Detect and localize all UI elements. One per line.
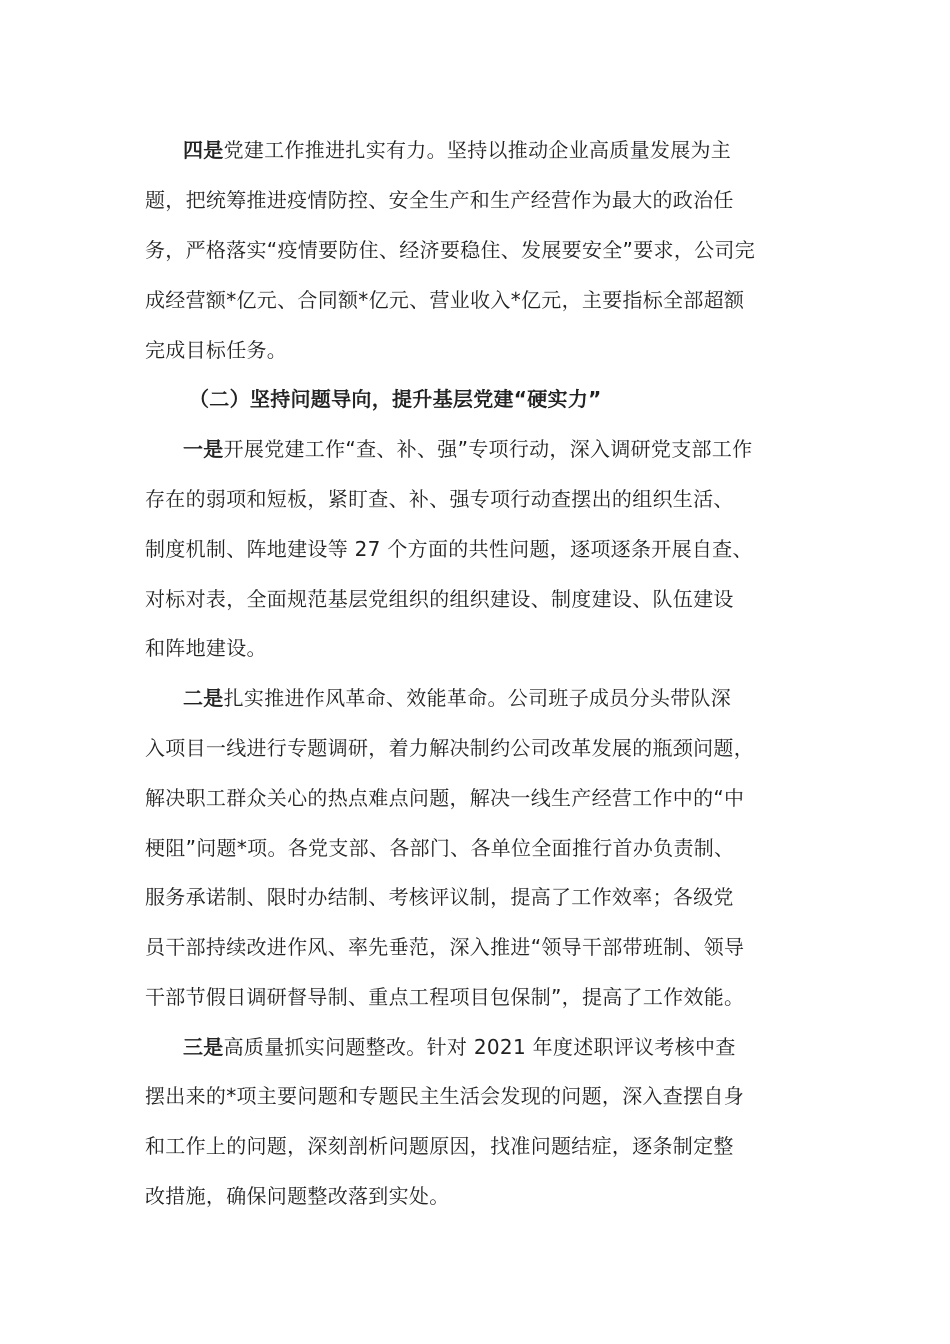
paragraph-line <box>183 435 752 463</box>
paragraph-line: 解决职工群众关心的热点难点问题，解决一线生产经营工作中的“中 <box>145 786 745 810</box>
paragraph-line: 和工作上的问题，深刻剖析问题原因，找准问题结症，逐条制定整 <box>145 1134 734 1158</box>
paragraph-text: 高质量抓实问题整改。针对 2021 年度述职评议考核中查 <box>223 1035 736 1059</box>
paragraph-lead: 一是 <box>183 437 224 461</box>
paragraph-text: 扎实推进作风革命、效能革命。公司班子成员分头带队深 <box>223 686 732 710</box>
paragraph-line: 入项目一线进行专题调研，着力解决制约公司改革发展的瓶颈问题， <box>145 736 754 760</box>
paragraph-line: 完成目标任务。 <box>145 338 288 362</box>
paragraph-line <box>183 136 731 164</box>
paragraph-lead: 四是 <box>183 138 224 162</box>
paragraph-line: 和阵地建设。 <box>145 636 267 660</box>
paragraph-line: 梗阻”问题*项。各党支部、各部门、各单位全面推行首办负责制、 <box>145 836 735 860</box>
paragraph-line: 务，严格落实“疫情要防住、经济要稳住、发展要安全”要求，公司完 <box>145 238 756 262</box>
section-heading: （二）坚持问题导向，提升基层党建“硬实力” <box>189 387 602 411</box>
paragraph-line: 服务承诺制、限时办结制、考核评议制，提高了工作效率；各级党 <box>145 885 734 909</box>
paragraph-lead: 三是 <box>183 1035 224 1059</box>
paragraph-line: 对标对表，全面规范基层党组织的组织建设、制度建设、队伍建设 <box>145 587 734 611</box>
paragraph-line: 摆出来的*项主要问题和专题民主生活会发现的问题，深入查摆自身 <box>145 1084 744 1108</box>
paragraph-line: 题，把统筹推进疫情防控、安全生产和生产经营作为最大的政治任 <box>145 188 734 212</box>
paragraph-line: 存在的弱项和短板，紧盯查、补、强专项行动查摆出的组织生活、 <box>145 487 734 511</box>
paragraph-line: 员干部持续改进作风、率先垂范，深入推进“领导干部带班制、领导 <box>145 935 745 959</box>
paragraph-line: 制度机制、阵地建设等 27 个方面的共性问题，逐项逐条开展自查、 <box>145 537 753 561</box>
paragraph-text: 开展党建工作“查、补、强”专项行动，深入调研党支部工作 <box>223 437 753 461</box>
paragraph-line: 改措施，确保问题整改落到实处。 <box>145 1184 450 1208</box>
paragraph-lead: 二是 <box>183 686 224 710</box>
paragraph-text: 党建工作推进扎实有力。坚持以推动企业高质量发展为主 <box>223 138 732 162</box>
paragraph-line <box>183 684 731 712</box>
paragraph-line: 干部节假日调研督导制、重点工程项目包保制”，提高了工作效能。 <box>145 985 745 1009</box>
paragraph-line <box>183 1033 736 1061</box>
paragraph-line: 成经营额*亿元、合同额*亿元、营业收入*亿元，主要指标全部超额 <box>145 288 745 312</box>
